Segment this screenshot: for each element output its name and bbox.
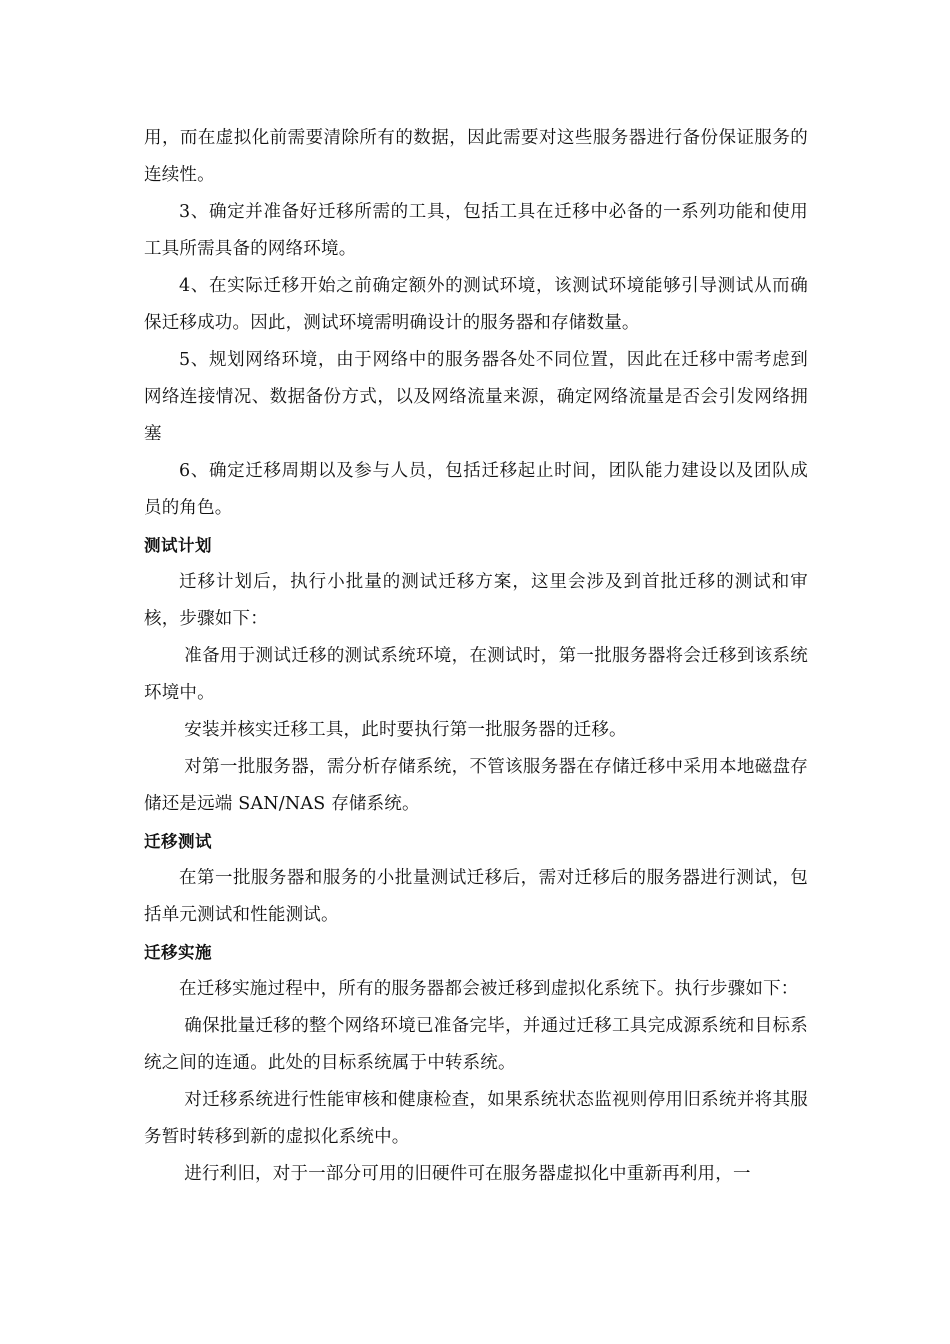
paragraph-install-tools: 安装并核实迁移工具，此时要执行第一批服务器的迁移。 bbox=[184, 720, 627, 740]
heading-migration-test: 迁移测试 bbox=[144, 832, 212, 851]
paragraph-reuse-hardware: 进行利旧，对于一部分可用的旧硬件可在服务器虚拟化中重新再利用，一 bbox=[184, 1164, 751, 1184]
heading-migration-implementation: 迁移实施 bbox=[144, 943, 212, 962]
heading-test-plan: 测试计划 bbox=[144, 536, 212, 555]
paragraph-backup: 用，而在虚拟化前需要清除所有的数据，因此需要对这些服务器进行备份保证服务的连续性。 bbox=[144, 128, 808, 185]
paragraph-step-6: 6、确定迁移周期以及参与人员，包括迁移起止时间，团队能力建设以及团队成员的角色。 bbox=[144, 461, 808, 518]
paragraph-step-5: 5、规划网络环境，由于网络中的服务器各处不同位置，因此在迁移中需考虑到网络连接情况、数据备份方式，以及网络流量来源，确定网络流量是否会引发网络拥塞 bbox=[144, 350, 808, 444]
paragraph-implementation-intro: 在迁移实施过程中，所有的服务器都会被迁移到虚拟化系统下。执行步骤如下： bbox=[179, 979, 799, 999]
document-page bbox=[144, 120, 808, 1193]
paragraph-test-plan-intro: 迁移计划后，执行小批量的测试迁移方案，这里会涉及到首批迁移的测试和审核，步骤如下： bbox=[144, 572, 808, 629]
paragraph-health-check: 对迁移系统进行性能审核和健康检查，如果系统状态监视则停用旧系统并将其服务暂时转移到新的虚拟化系统中。 bbox=[144, 1090, 808, 1147]
paragraph-step-3: 3、确定并准备好迁移所需的工具，包括工具在迁移中必备的一系列功能和使用工具所需具备的网络环境。 bbox=[144, 202, 808, 259]
paragraph-step-4: 4、在实际迁移开始之前确定额外的测试环境，该测试环境能够引导测试从而确保迁移成功。因此，测试环境需明确设计的服务器和存储数量。 bbox=[144, 276, 808, 333]
paragraph-migration-test: 在第一批服务器和服务的小批量测试迁移后，需对迁移后的服务器进行测试，包括单元测试和性能测试。 bbox=[144, 868, 808, 925]
paragraph-test-env: 准备用于测试迁移的测试系统环境，在测试时，第一批服务器将会迁移到该系统环境中。 bbox=[144, 646, 808, 703]
paragraph-network-ready: 确保批量迁移的整个网络环境已准备完毕，并通过迁移工具完成源系统和目标系统之间的连通。此处的目标系统属于中转系统。 bbox=[144, 1016, 808, 1073]
paragraph-storage-analysis: 对第一批服务器，需分析存储系统，不管该服务器在存储迁移中采用本地磁盘存储还是远端 SAN/NAS 存储系统。 bbox=[144, 757, 808, 814]
